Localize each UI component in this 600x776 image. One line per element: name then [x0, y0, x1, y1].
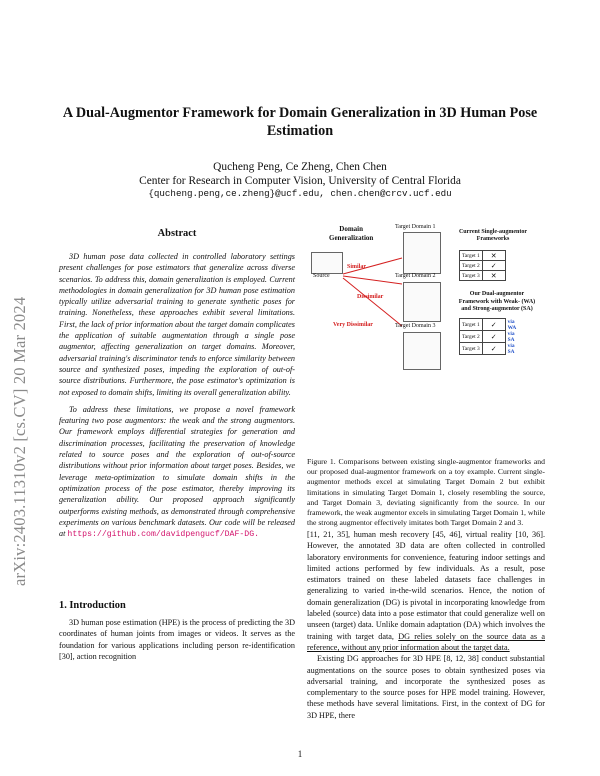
abstract-heading: Abstract [157, 228, 197, 239]
target1-pose-image [403, 232, 441, 274]
fig-target2-label: Target Domain 2 [395, 273, 436, 279]
fig-source-label: Source [313, 273, 330, 279]
authors-block [60, 160, 540, 188]
fig-target3-label: Target Domain 3 [395, 323, 436, 329]
target2-pose-image [403, 282, 441, 322]
abstract-body [59, 251, 295, 546]
right-paragraph-2: Existing DG approaches for 3D HPE [8, 12, 38] conduct substantial augmentations on the source poses to obtain synthesized poses via adversarial training, and incorporate the synthesized poses as complementary to the source poses for HPE model training. However, these methods have several limitations. First, in the context of DG for 3D HPE, there [307, 654, 545, 720]
fig-current-frameworks-label: Current Single-augmentor Frameworks [458, 229, 528, 242]
table-row: Target 2 ✓ [460, 261, 506, 271]
author-names: Qucheng Peng, Ce Zheng, Chen Chen [213, 161, 387, 173]
figure-1-caption: Figure 1. Comparisons between existing single-augmentor frameworks and our proposed dual-augmentor framework on a toy example. Current single-augmentor methods excel at simulating Target Domain 2 but exhibit limitations in simulating Target Domain 1, closely resembling the source, and Target Domain 3, deviating significantly from the source. In our framework, the weak augmentor excels in simulating Target Domain 1, while the strong augmentor effectively imitates both Target Domain 2 and 3. [307, 457, 545, 528]
fig-very-dissimilar-label: Very Dissimilar [333, 322, 373, 328]
fig-ours-label: Our Dual-augmentor Framework with Weak- (WA) and Strong-augmentor (SA) [458, 291, 536, 312]
affiliation: Center for Research in Computer Vision, University of Central Florida [139, 175, 461, 187]
arxiv-identifier: arXiv:2403.11310v2 [cs.CV] 20 Mar 2024 [10, 296, 29, 586]
table-row: Target 3 ✕ [460, 271, 506, 281]
table-row: Target 3 ✓ via SA [460, 343, 525, 355]
figure-1 [307, 222, 547, 450]
intro-heading: 1. Introduction [59, 600, 126, 611]
arrow-dissimilar [343, 276, 402, 284]
dual-framework-table [459, 318, 525, 355]
table-row: Target 1 ✕ [460, 251, 506, 261]
table-row: Target 2 ✓ via SA [460, 331, 525, 343]
abstract-paragraph-1: 3D human pose data collected in controlled laboratory settings present challenges for pose estimators that generalize across diverse scenarios. To address this, domain generalization is employed. Current methodologies in domain generalization for 3D human pose estimation typically utilize adversarial training to generate synthetic poses for training. Nonetheless, these approaches exhibit several limitations. First, the lack of prior information about the target domain complicates the application of suitable augmentation through a single pose augmentor, affecting generalization on target domains. Moreover, adversarial training's discriminator tends to enforce similarity between source and synthesized poses, impeding the exploration of out-of-source distributions. Furthermore, the pose estimator's optimization is not exposed to domain shifts, limiting its overall generalization ability. [59, 252, 295, 397]
abstract-paragraph-2 [59, 404, 295, 541]
right-column-body [307, 529, 545, 721]
author-emails: {qucheng.peng,ce.zheng}@ucf.edu, chen.chen@crcv.ucf.edu [148, 188, 452, 199]
fig-similar-label: Similar [347, 264, 366, 270]
intro-body [59, 617, 295, 662]
page-number: 1 [297, 749, 303, 759]
intro-paragraph: 3D human pose estimation (HPE) is the process of predicting the 3D coordinates of human joints from images or videos. It serves as the foundation for various applications including person re-identification [30], action recognition [59, 618, 295, 661]
target3-pose-image [403, 332, 441, 370]
abstract-p2-text: To address these limitations, we propose a novel framework featuring two pose augmentors: the weak and the strong augmentors. Our framework employs differential strategies for generation and discrimination processes, facilitating the preservation of knowledge related to source poses and the exploration of out-of-source distributions without prior information about target poses. Besides, we leverage meta-optimization to simulate domain shifts in the optimization process of the pose estimator, thereby improving its generalization ability. Our proposed approach significantly outperforms existing methods, as demonstrated through comprehensive experiments on various benchmark datasets. Our code will be released at [59, 404, 295, 539]
right-paragraph-1: [11, 21, 35], human mesh recovery [45, 46], virtual reality [10, 36]. However, the annotated 3D data are often collected in controlled laboratory environments for convenience, featuring indoor settings and limited actions performed by few individuals. As a result, pose estimators trained on these labeled datasets face challenges in generalizing to varied in-the-wild scenarios. Hence, the notion of domain generalization (DG) is pivotal in incorporating knowledge from labeled (source) data into a pose estimator that could generalize well on unseen (target) data. Unlike domain adaptation (DA) which involves the training with target data, DG relies solely on the source data as a reference, without any prior information about the target data. [307, 530, 546, 652]
fig-target1-label-top: Target Domain 1 [395, 224, 436, 230]
fig-domain-generalization-label: Domain Generalization [329, 225, 374, 242]
paper-title: A Dual-Augmentor Framework for Domain Generalization in 3D Human Pose Estimation [62, 105, 538, 139]
table-row: Target 1 ✓ via WA [460, 319, 525, 331]
current-framework-table [459, 250, 506, 281]
code-link[interactable]: https://github.com/davidpengucf/DAF-DG. [67, 530, 260, 540]
arrow-very-dissimilar [343, 278, 402, 326]
fig-dissimilar-label: Dissimilar [357, 294, 384, 300]
underlined-statement: DG relies solely on the source data as a reference, without any prior information about the target data. [307, 631, 546, 652]
